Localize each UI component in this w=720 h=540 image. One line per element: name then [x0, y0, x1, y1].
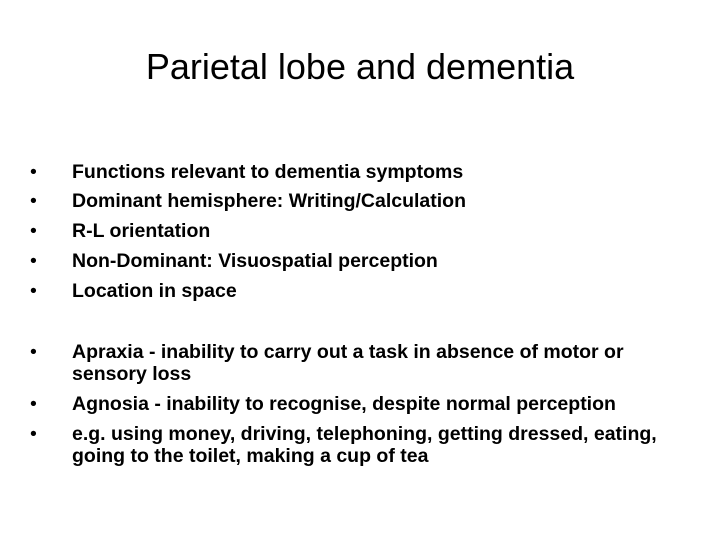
bullet-glyph: • [30, 190, 37, 212]
bullet-glyph: • [30, 161, 37, 183]
bullet-glyph: • [30, 220, 37, 242]
bullet-text: Location in space [72, 280, 237, 302]
bullet-text: Non-Dominant: Visuospatial perception [72, 250, 438, 272]
bullet-text: Functions relevant to dementia symptoms [72, 161, 464, 183]
bullet-glyph: • [30, 250, 37, 272]
bullet-text: R-L orientation [72, 220, 211, 242]
bullet-glyph: • [30, 341, 37, 363]
bullet-glyph: • [30, 393, 37, 415]
bullet-glyph: • [30, 280, 37, 302]
slide-title: Parietal lobe and dementia [145, 46, 575, 87]
bullet-text: Dominant hemisphere: Writing/Calculation [72, 190, 467, 212]
bullet-text: e.g. using money, driving, telephoning, getting dressed, eating, going to the toilet, making a cup of tea [72, 423, 657, 467]
bullet-glyph: • [30, 423, 37, 445]
bullet-text: Agnosia - inability to recognise, despite normal perception [72, 393, 616, 415]
bullet-text: Apraxia - inability to carry out a task in absence of motor or sensory loss [72, 341, 624, 385]
